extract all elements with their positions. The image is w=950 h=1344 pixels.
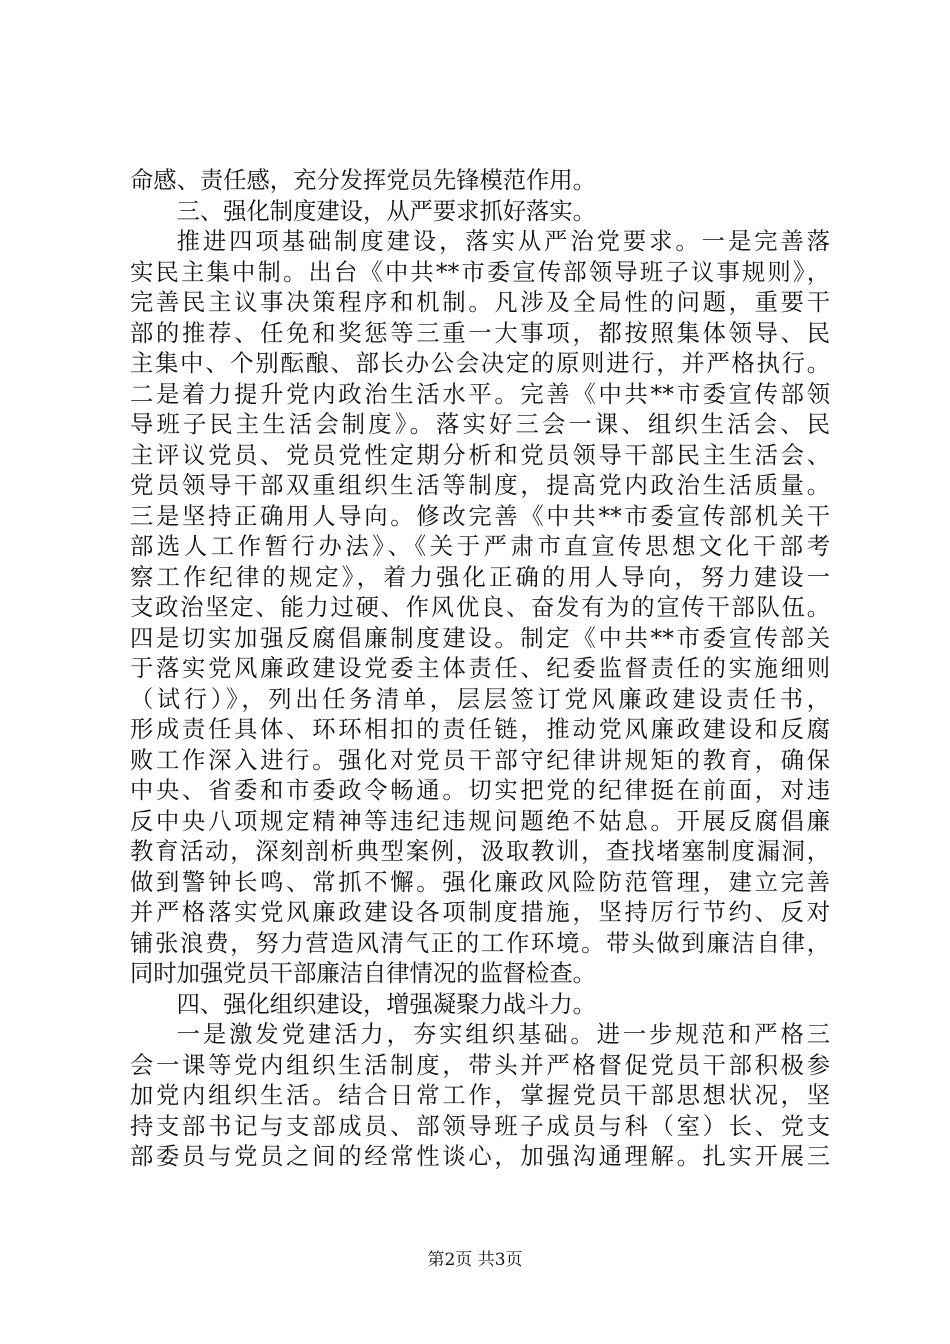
text-line: 四、强化组织建设，增强凝聚力战斗力。 <box>176 990 596 1018</box>
text-line: 推进四项基础制度建设，落实从严治党要求。一是完善落 <box>176 228 830 255</box>
text-line: 二是着力提升党内政治生活水平。完善《中共**市委宣传部领 <box>130 380 830 408</box>
text-line: 部委员与党员之间的经常性谈心，加强沟通理解。扎实开展三 <box>130 1143 830 1170</box>
page-footer: 第2页 共3页 <box>427 1250 523 1270</box>
text-line: 铺张浪费，努力营造风清气正的工作环境。带头做到廉洁自律， <box>130 929 830 957</box>
text-line: 败工作深入进行。强化对党员干部守纪律讲规矩的教育，确保 <box>130 746 830 774</box>
text-line: 三是坚持正确用人导向。修改完善《中共**市委宣传部机关干 <box>130 502 830 530</box>
text-line: 持支部书记与支部成员、部领导班子成员与科（室）长、党支 <box>130 1112 830 1140</box>
text-line: 并严格落实党风廉政建设各项制度措施，坚持厉行节约、反对 <box>130 899 830 926</box>
text-line: 同时加强党员干部廉洁自律情况的监督检查。 <box>130 960 596 987</box>
text-line: 命感、责任感，充分发挥党员先锋模范作用。 <box>130 167 596 194</box>
text-line: 中央、省委和市委政令畅通。切实把党的纪律挺在前面，对违 <box>130 777 830 804</box>
text-line: 会一课等党内组织生活制度，带头并严格督促党员干部积极参 <box>130 1051 830 1079</box>
text-line: 支政治坚定、能力过硬、作风优良、奋发有为的宣传干部队伍。 <box>130 594 830 621</box>
text-line: 做到警钟长鸣、常抓不懈。强化廉政风险防范管理，建立完善 <box>130 868 830 896</box>
text-line: 部的推荐、任免和奖惩等三重一大事项，都按照集体领导、民 <box>130 319 830 347</box>
text-line: 党员领导干部双重组织生活等制度，提高党内政治生活质量。 <box>130 472 830 499</box>
text-line: 主集中、个别酝酿、部长办公会决定的原则进行，并严格执行。 <box>130 350 830 377</box>
text-line: 导班子民主生活会制度》。落实好三会一课、组织生活会、民 <box>130 411 830 438</box>
text-line: 教育活动，深刻剖析典型案例，汲取教训，查找堵塞制度漏洞， <box>130 838 830 865</box>
text-line: 于落实党风廉政建设党委主体责任、纪委监督责任的实施细则 <box>130 655 830 682</box>
document-body <box>130 166 830 1173</box>
text-line: 形成责任具体、环环相扣的责任链，推动党风廉政建设和反腐 <box>130 716 830 743</box>
text-line: 部选人工作暂行办法》、《关于严肃市直宣传思想文化干部考 <box>130 533 830 560</box>
text-line: 反中央八项规定精神等违纪违规问题绝不姑息。开展反腐倡廉 <box>130 807 830 835</box>
text-line: （试行）》，列出任务清单，层层签订党风廉政建设责任书， <box>130 685 830 713</box>
text-line: 加党内组织生活。结合日常工作，掌握党员干部思想状况，坚 <box>130 1082 830 1109</box>
text-line: 一是激发党建活力，夯实组织基础。进一步规范和严格三 <box>176 1021 830 1048</box>
text-line: 三、强化制度建设，从严要求抓好落实。 <box>176 197 596 225</box>
text-line: 完善民主议事决策程序和机制。凡涉及全局性的问题，重要干 <box>130 289 830 316</box>
text-line: 实民主集中制。出台《中共**市委宣传部领导班子议事规则》， <box>130 258 830 286</box>
text-line: 四是切实加强反腐倡廉制度建设。制定《中共**市委宣传部关 <box>130 624 830 652</box>
text-line: 察工作纪律的规定》，着力强化正确的用人导向，努力建设一 <box>130 563 830 591</box>
text-line: 主评议党员、党员党性定期分析和党员领导干部民主生活会、 <box>130 441 830 469</box>
